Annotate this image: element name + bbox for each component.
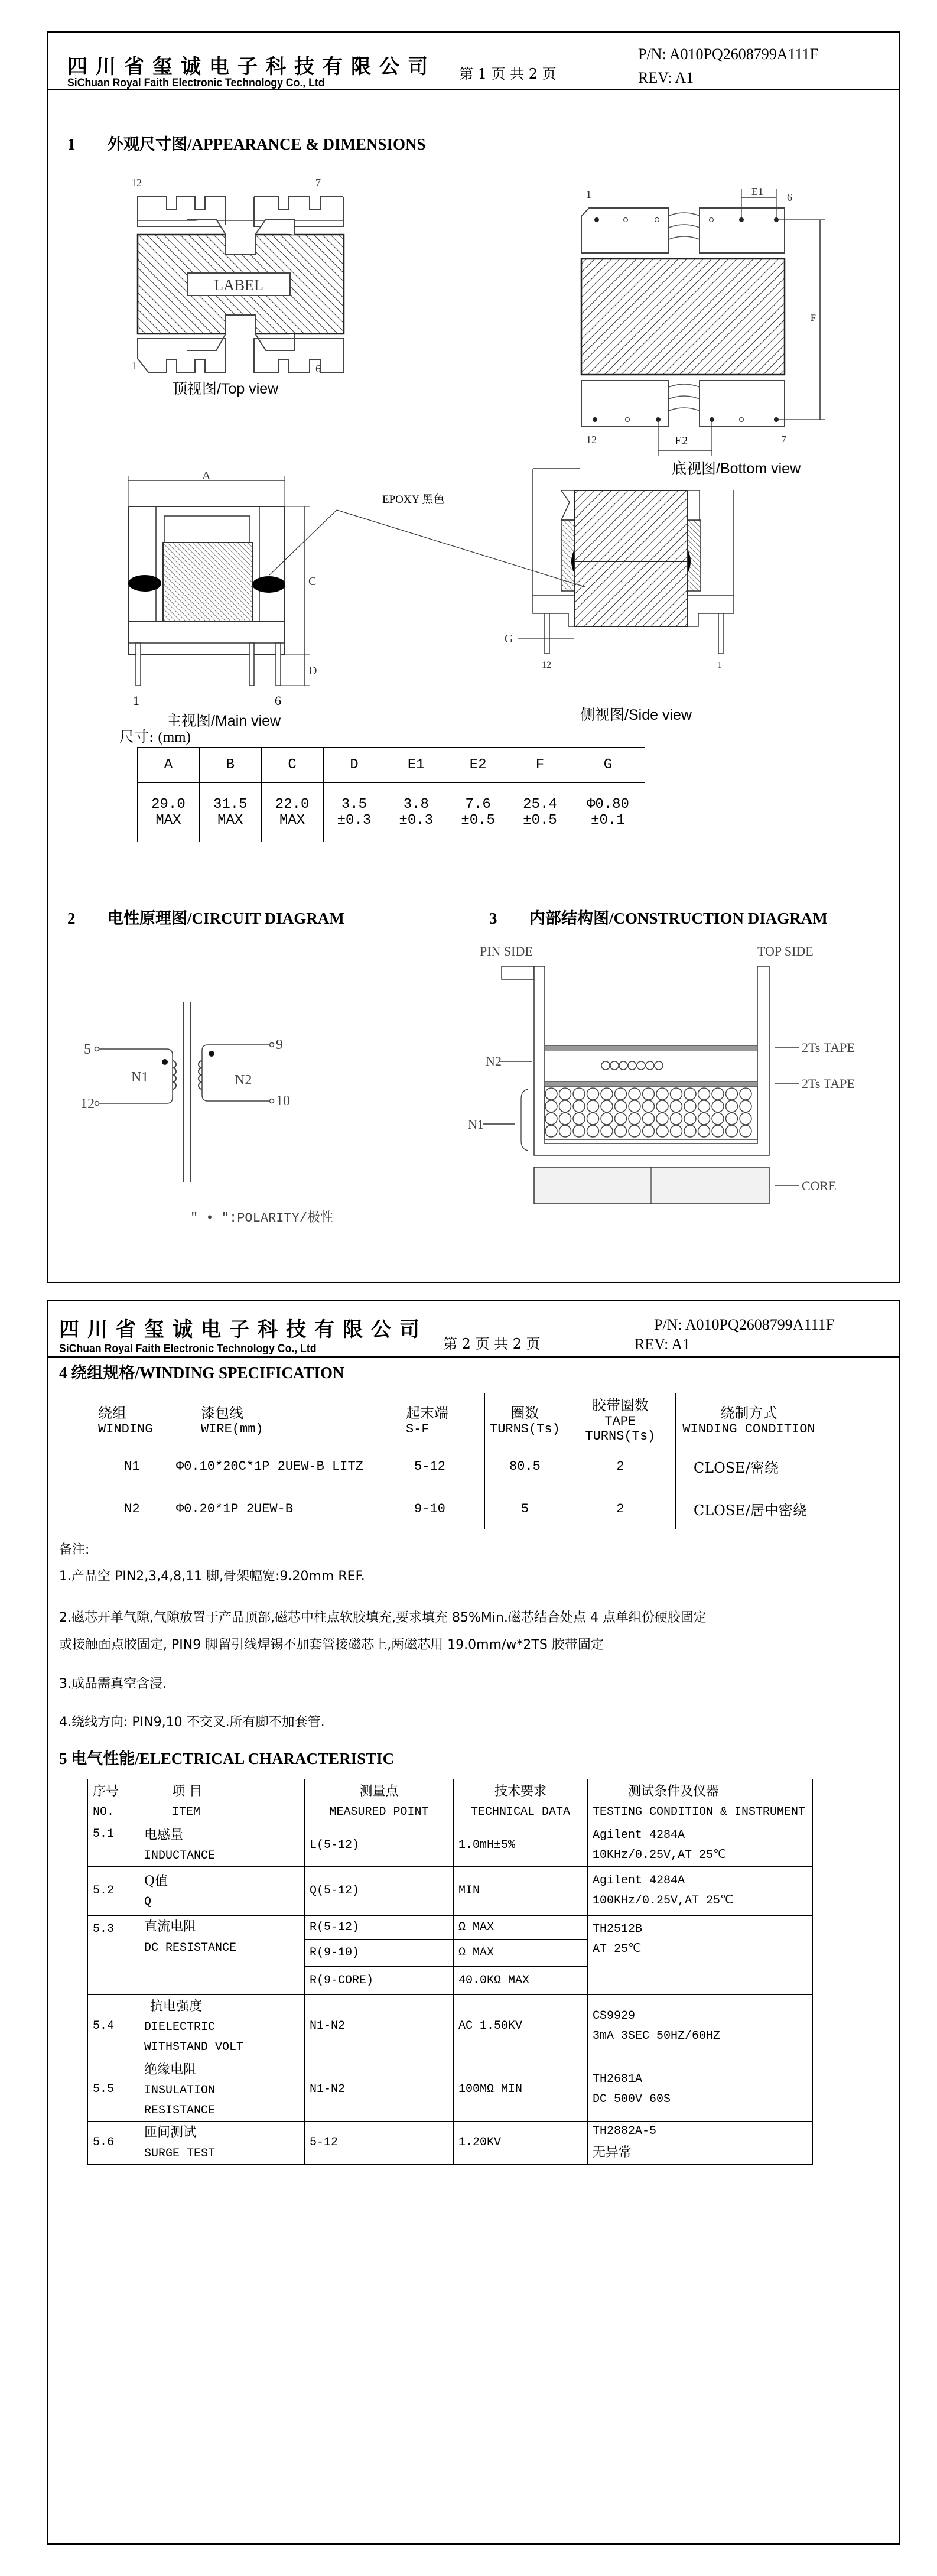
polarity-note: " • ":POLARITY/极性 xyxy=(190,1211,334,1226)
notes-title: 备注: xyxy=(59,1542,90,1557)
table-row: R(9-10) Ω MAX xyxy=(88,1940,813,1967)
dim-g: G xyxy=(505,632,513,645)
wire-circle xyxy=(559,1088,571,1100)
top-view-label-text: LABEL xyxy=(214,277,263,294)
wire-circle xyxy=(740,1100,751,1112)
wire-circle xyxy=(573,1100,585,1112)
header-divider xyxy=(48,89,899,90)
company-name-cn: 四川省玺诚电子科技有限公司 xyxy=(67,55,436,79)
pin-label-12: 12 xyxy=(586,434,597,446)
dim-value-cell: 31.5 MAX xyxy=(199,783,261,842)
pin-12-label: 12 xyxy=(80,1096,95,1112)
wire-circle xyxy=(587,1125,599,1137)
section-4-heading: 4 绕组规格/WINDING SPECIFICATION xyxy=(59,1364,344,1382)
pin-10-label: 10 xyxy=(276,1093,290,1109)
wire-circle xyxy=(643,1113,655,1125)
wire-circle xyxy=(684,1125,696,1137)
top-side-label: TOP SIDE xyxy=(757,944,814,959)
wire-circle xyxy=(601,1100,613,1112)
wire-circle xyxy=(629,1088,640,1100)
wire-circle xyxy=(573,1125,585,1137)
section-number: 1 xyxy=(67,135,76,153)
dimension-label: 尺寸: (mm) xyxy=(119,728,191,745)
col-header: 漆包线 WIRE(mm) xyxy=(171,1393,401,1444)
wire-circle xyxy=(656,1100,668,1112)
wire-circle xyxy=(671,1125,682,1137)
wire-circle xyxy=(615,1100,627,1112)
table-row: 5.5 绝缘电阻 INSULATION RESISTANCE N1-N2 100MΩ MIN TH2681A DC 500V 60S xyxy=(88,2058,813,2122)
wire-circle xyxy=(615,1125,627,1137)
electrical-table xyxy=(87,1779,813,2165)
dim-e1: E1 xyxy=(751,186,763,197)
pin-9-label: 9 xyxy=(276,1037,283,1053)
dim-value-cell: 22.0 MAX xyxy=(261,783,323,842)
col-header: 绕制方式 WINDING CONDITION xyxy=(675,1393,822,1444)
elec-header-row: 序号 NO. 项 目 ITEM 测量点 MEASURED POINT 技术要求 TECHNICAL DATA 测试条件及仪器 TESTING CONDITION & INSTRUMENT xyxy=(88,1779,813,1824)
n1-wire-circles xyxy=(545,1088,751,1137)
winding-n2-label: N2 xyxy=(235,1073,252,1088)
pin-label-1: 1 xyxy=(131,360,136,372)
circuit-diagram xyxy=(66,1002,314,1191)
epoxy-label: EPOXY 黑色 xyxy=(382,493,445,506)
wire-circle xyxy=(726,1125,738,1137)
wire-circle xyxy=(698,1088,710,1100)
wire-circle xyxy=(629,1113,640,1125)
revision-value: A1 xyxy=(675,69,694,86)
note-2: 2.磁芯开单气隙,气隙放置于产品顶部,磁芯中柱点软胶填充,要求填充 85%Min.磁芯结合处点 4 点单组份硬胶固定 xyxy=(59,1610,707,1625)
wire-circle xyxy=(601,1061,610,1070)
pin-label-1: 1 xyxy=(717,660,722,670)
dimension-table xyxy=(137,747,645,842)
page-2 xyxy=(47,1300,900,2545)
wire-circle xyxy=(587,1100,599,1112)
wire-circle xyxy=(629,1125,640,1137)
section-3-heading: 3 内部结构图/CONSTRUCTION DIAGRAM xyxy=(489,909,828,928)
wire-circle xyxy=(684,1113,696,1125)
wire-circle xyxy=(726,1113,738,1125)
table-row: 5.4 抗电强度 DIELECTRIC WITHSTAND VOLT N1-N2 AC 1.50KV CS9929 3mA 3SEC 50HZ/60HZ xyxy=(88,1995,813,2058)
col-header: 起末端 S-F xyxy=(401,1393,485,1444)
pin-label-1: 1 xyxy=(586,189,591,200)
tape-label-inner: 2Ts TAPE xyxy=(802,1076,855,1091)
wire-circle xyxy=(559,1125,571,1137)
part-number xyxy=(638,46,818,63)
polarity-dot-n2 xyxy=(209,1051,214,1057)
dim-a: A xyxy=(202,469,211,482)
pin-side-label: PIN SIDE xyxy=(480,944,533,959)
wire-circle xyxy=(545,1125,557,1137)
dim-header: G xyxy=(571,748,645,783)
table-row: R(9-CORE) 40.0KΩ MAX xyxy=(88,1967,813,1995)
part-number-label: P/N: xyxy=(638,46,666,63)
header-divider xyxy=(48,1356,899,1358)
dimension-header-row xyxy=(138,748,645,783)
dim-value-cell: 29.0 MAX xyxy=(138,783,200,842)
polarity-dot-n1 xyxy=(162,1059,168,1065)
table-row: 5.3 直流电阻 DC RESISTANCE R(5-12) Ω MAX TH2512B AT 25℃ xyxy=(88,1916,813,1940)
wire-circle xyxy=(601,1113,613,1125)
wire-circle xyxy=(740,1125,751,1137)
dim-value-cell: 3.8 ±0.3 xyxy=(385,783,447,842)
note-1: 1.产品空 PIN2,3,4,8,11 脚,骨架幅宽:9.20mm REF. xyxy=(59,1569,365,1584)
pin-label-6: 6 xyxy=(275,693,281,708)
wire-circle xyxy=(545,1088,557,1100)
dim-header: E2 xyxy=(447,748,509,783)
wire-circle xyxy=(740,1113,751,1125)
company-name-en: SiChuan Royal Faith Electronic Technology Co., Ltd xyxy=(59,1343,317,1355)
revision: REV: A1 xyxy=(635,1336,691,1353)
wire-circle xyxy=(601,1125,613,1137)
dim-header: C xyxy=(261,748,323,783)
top-view-drawing xyxy=(108,163,356,387)
wire-circle xyxy=(545,1100,557,1112)
core-label: CORE xyxy=(802,1178,837,1193)
wire-circle xyxy=(656,1125,668,1137)
wire-circle xyxy=(646,1061,654,1070)
part-number: P/N: A010PQ2608799A111F xyxy=(654,1316,835,1333)
dim-header: F xyxy=(509,748,571,783)
section-5-heading: 5 电气性能/ELECTRICAL CHARACTERISTIC xyxy=(59,1750,395,1768)
wire-circle xyxy=(698,1100,710,1112)
section-title-cn: 外观尺寸图 xyxy=(108,135,187,154)
wire-circle xyxy=(698,1113,710,1125)
wire-circle xyxy=(545,1113,557,1125)
side-view-caption: 侧视图/Side view xyxy=(580,706,692,723)
wire-circle xyxy=(587,1113,599,1125)
pin-label-7: 7 xyxy=(315,177,321,189)
section-1-heading xyxy=(67,131,426,154)
wire-circle xyxy=(671,1113,682,1125)
revision xyxy=(638,69,694,87)
wire-circle xyxy=(684,1100,696,1112)
pin-label-7: 7 xyxy=(781,434,786,446)
wire-circle xyxy=(671,1100,682,1112)
wire-circle xyxy=(628,1061,636,1070)
construction-diagram xyxy=(462,943,887,1214)
wire-circle xyxy=(629,1100,640,1112)
wire-circle xyxy=(587,1088,599,1100)
wire-circle xyxy=(615,1113,627,1125)
wire-circle xyxy=(656,1088,668,1100)
pin-label-6: 6 xyxy=(787,191,792,203)
wire-circle xyxy=(726,1100,738,1112)
wire-circle xyxy=(712,1113,724,1125)
wire-circle xyxy=(712,1100,724,1112)
dim-c: C xyxy=(308,575,317,588)
table-row: 5.2 Q值 Q Q(5-12) MIN Agilent 4284A 100KHz/0.25V,AT 25℃ xyxy=(88,1867,813,1916)
wire-circle xyxy=(619,1061,627,1070)
winding-spec-table xyxy=(93,1393,822,1529)
pin-label-12: 12 xyxy=(542,660,551,670)
dim-value-cell: 25.4 ±0.5 xyxy=(509,783,571,842)
n1-label: N1 xyxy=(468,1117,484,1132)
side-view-drawing xyxy=(503,467,740,674)
note-3: 3.成品需真空含浸. xyxy=(59,1677,167,1691)
wire-circle xyxy=(671,1088,682,1100)
winding-header-row xyxy=(93,1393,822,1444)
wire-circle xyxy=(573,1113,585,1125)
dim-e2: E2 xyxy=(675,434,688,447)
dim-value-cell: 3.5 ±0.3 xyxy=(323,783,385,842)
note-2-continued: 或接触面点胶固定, PIN9 脚留引线焊锡不加套管接磁芯上,两磁芯用 19.0mm/w*2TS 胶带固定 xyxy=(59,1638,604,1652)
revision-label: REV: xyxy=(638,69,672,86)
dim-header: D xyxy=(323,748,385,783)
company-name-cn: 四川省玺诚电子科技有限公司 xyxy=(59,1318,428,1341)
main-view-caption: 主视图/Main view xyxy=(167,712,281,729)
section-2-heading: 2 电性原理图/CIRCUIT DIAGRAM xyxy=(67,909,344,928)
pin-label-1: 1 xyxy=(133,693,139,708)
tape-label-outer: 2Ts TAPE xyxy=(802,1040,855,1055)
wire-circle xyxy=(698,1125,710,1137)
wire-circle xyxy=(610,1061,619,1070)
winding-n1-label: N1 xyxy=(131,1070,149,1085)
table-row: 5.6 匝间测试 SURGE TEST 5-12 1.20KV TH2882A-5 无异常 xyxy=(88,2122,813,2164)
wire-circle xyxy=(655,1061,663,1070)
wire-circle xyxy=(573,1088,585,1100)
pin-label-12: 12 xyxy=(131,177,142,189)
main-view-drawing xyxy=(108,458,356,688)
wire-circle xyxy=(559,1113,571,1125)
n2-label: N2 xyxy=(486,1054,502,1068)
wire-circle xyxy=(559,1100,571,1112)
bottom-view-caption: 底视图/Bottom view xyxy=(672,460,801,477)
dim-f: F xyxy=(811,313,816,323)
wire-circle xyxy=(712,1125,724,1137)
wire-circle xyxy=(684,1088,696,1100)
wire-circle xyxy=(601,1088,613,1100)
page-1 xyxy=(47,31,900,1283)
dim-header: B xyxy=(199,748,261,783)
wire-circle xyxy=(643,1100,655,1112)
wire-circle xyxy=(643,1088,655,1100)
table-row: 5.1 电感量 INDUCTANCE L(5-12) 1.0mH±5% Agilent 4284A 10KHz/0.25V,AT 25℃ xyxy=(88,1824,813,1867)
wire-circle xyxy=(643,1125,655,1137)
note-4: 4.绕线方向: PIN9,10 不交叉.所有脚不加套管. xyxy=(59,1715,325,1730)
dim-header: E1 xyxy=(385,748,447,783)
table-row: N1 Φ0.10*20C*1P 2UEW-B LITZ 5-12 80.5 2 CLOSE/密绕 xyxy=(93,1444,822,1489)
wire-circle xyxy=(615,1088,627,1100)
wire-circle xyxy=(712,1088,724,1100)
col-header: 胶带圈数 TAPE TURNS(Ts) xyxy=(565,1393,675,1444)
dim-value-cell: Φ0.80 ±0.1 xyxy=(571,783,645,842)
dim-header: A xyxy=(138,748,200,783)
col-header: 绕组 WINDING xyxy=(93,1393,171,1444)
dim-value-cell: 7.6 ±0.5 xyxy=(447,783,509,842)
pin-5-label: 5 xyxy=(84,1042,91,1057)
top-view-caption: 顶视图/Top view xyxy=(173,380,279,397)
bottom-view-drawing xyxy=(545,183,840,467)
wire-circle xyxy=(637,1061,645,1070)
wire-circle xyxy=(740,1088,751,1100)
page-number: 第 2 页 共 2 页 xyxy=(443,1336,541,1352)
company-name-en: SiChuan Royal Faith Electronic Technology Co., Ltd xyxy=(67,77,325,89)
dimension-value-row xyxy=(138,783,645,842)
part-number-value: A010PQ2608799A111F xyxy=(669,46,819,63)
wire-circle xyxy=(726,1088,738,1100)
pin-label-6: 6 xyxy=(315,363,321,375)
col-header: 圈数 TURNS(Ts) xyxy=(485,1393,565,1444)
wire-circle xyxy=(656,1113,668,1125)
table-row: N2 Φ0.20*1P 2UEW-B 9-10 5 2 CLOSE/居中密绕 xyxy=(93,1489,822,1529)
section-title-en: /APPEARANCE & DIMENSIONS xyxy=(187,135,426,153)
page-number: 第 1 页 共 2 页 xyxy=(459,66,557,82)
n2-wire-circles xyxy=(601,1061,663,1070)
dim-d: D xyxy=(308,664,317,677)
